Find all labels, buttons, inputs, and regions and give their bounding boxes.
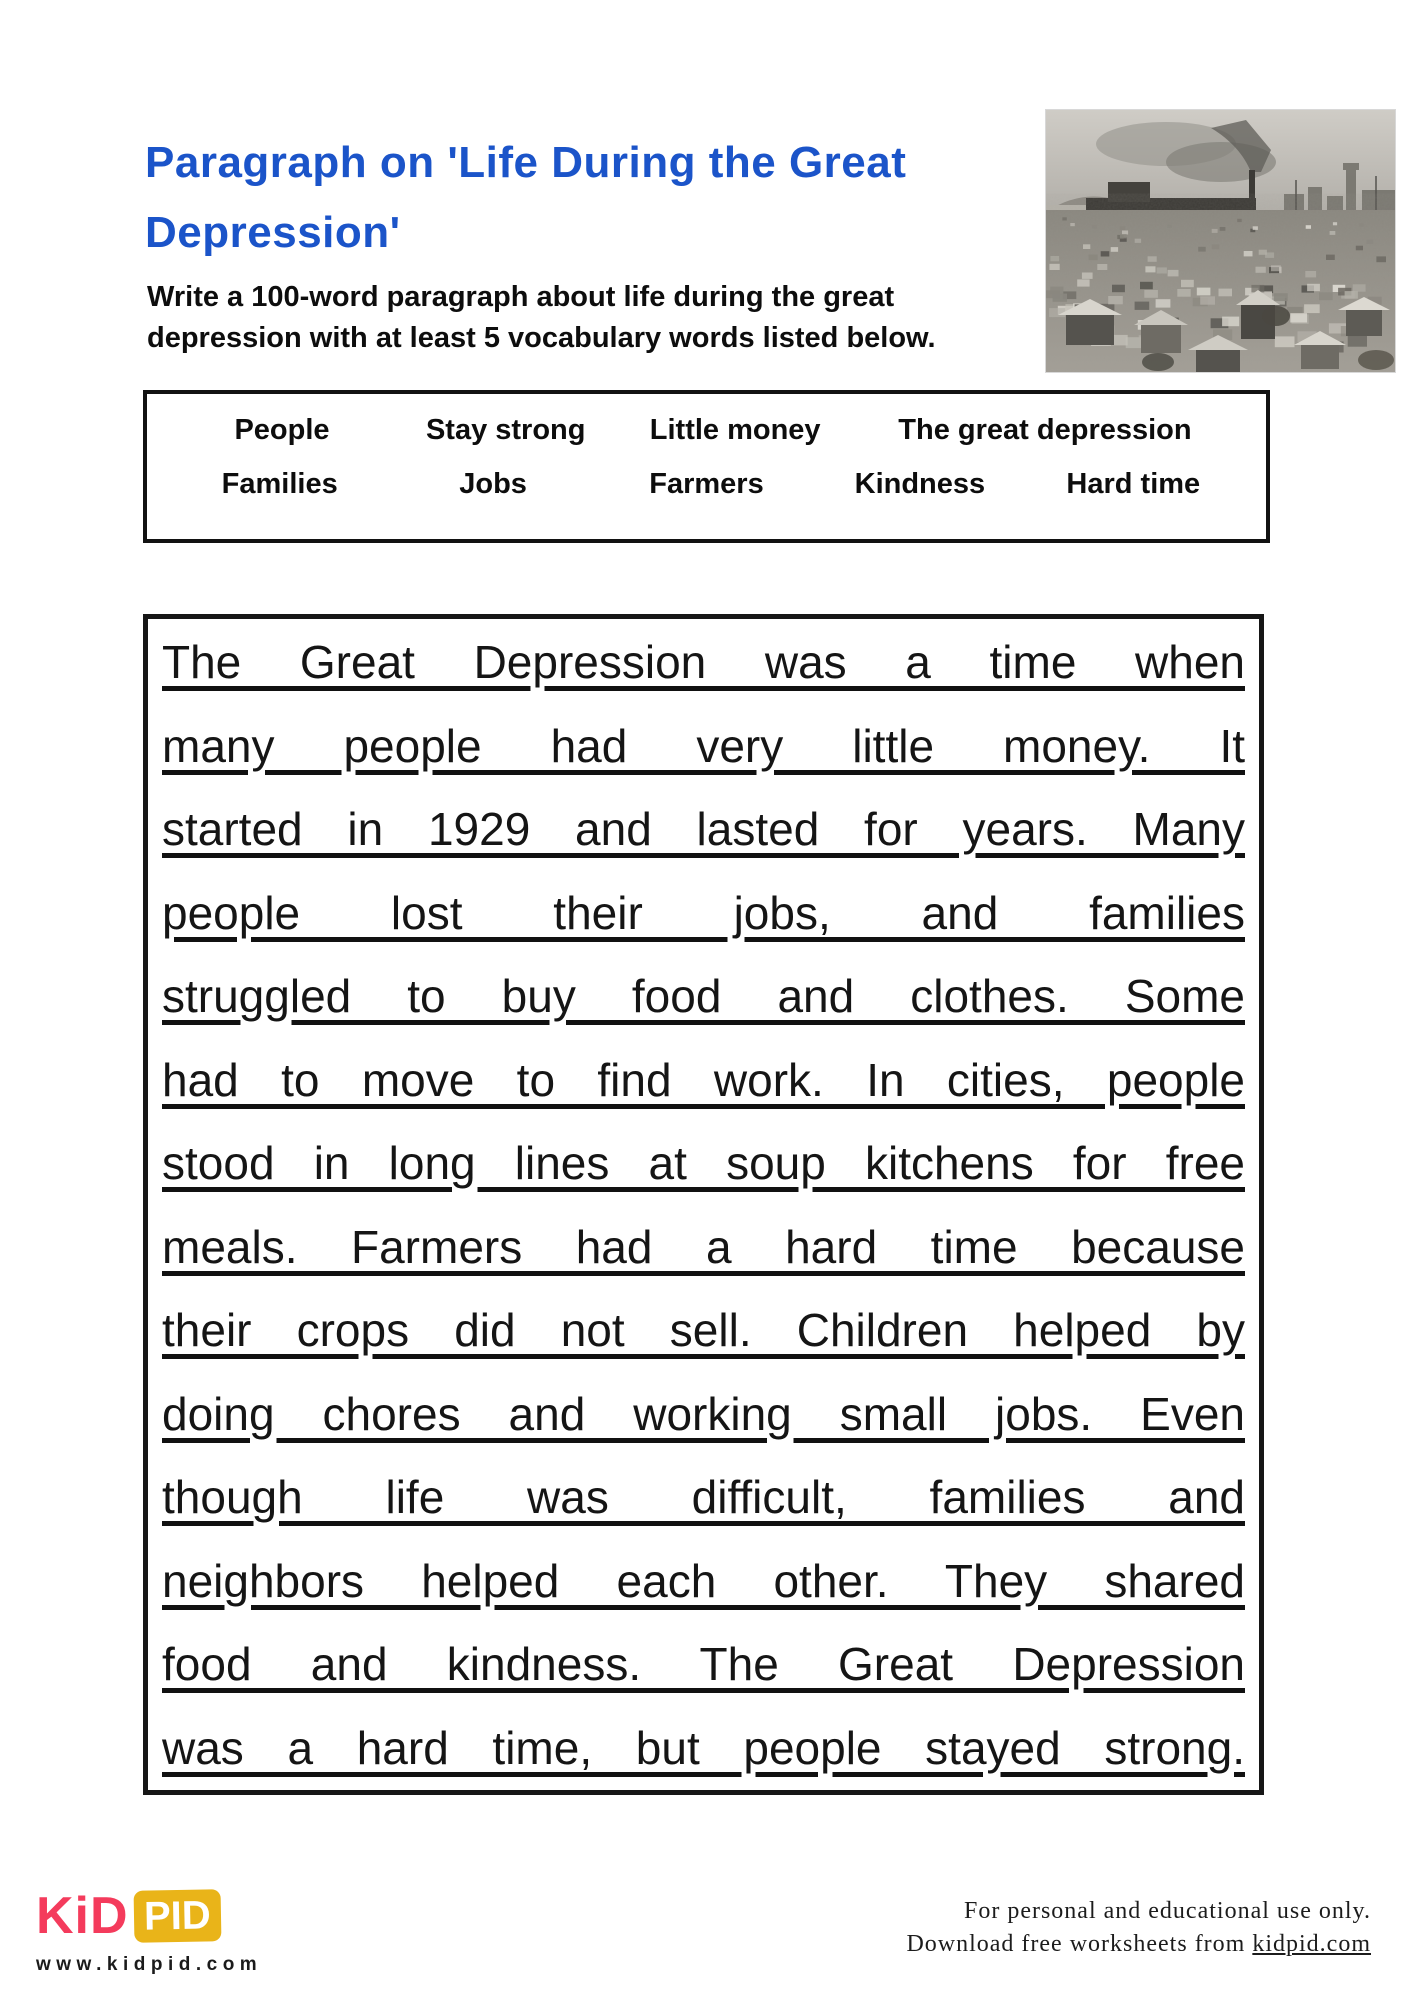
vocab-word: Hard time <box>1066 468 1201 500</box>
instructions-line2: depression with at least 5 vocabulary words listed below. <box>147 322 936 354</box>
hooverville-illustration <box>1046 110 1395 372</box>
logo-pid-badge: PID <box>133 1889 221 1943</box>
usage-line2-text: Download free worksheets from <box>906 1931 1253 1957</box>
usage-line1: For personal and educational use only. <box>963 1898 1371 1924</box>
vocab-word: The great depression <box>898 414 1192 446</box>
kidpid-logo <box>36 1886 262 1976</box>
page-title-line2: Depression' <box>145 208 401 257</box>
paragraph-line: meals. Farmers had a hard time because <box>162 1220 1245 1273</box>
instructions-line1: Write a 100-word paragraph about life during the great <box>147 281 895 313</box>
kidpid-logo-row <box>36 1886 262 1946</box>
paragraph-line: their crops did not sell. Children helped by <box>162 1304 1245 1356</box>
paragraph-line: neighbors helped each other. They shared <box>162 1554 1245 1607</box>
usage-line2 <box>906 1928 1371 1961</box>
paragraph-line: though life was difficult, families and <box>162 1471 1245 1523</box>
vocab-word: Little money <box>649 414 821 446</box>
vocab-row-1 <box>173 414 1240 447</box>
vocab-word: Kindness <box>854 468 986 500</box>
page-title-line1: Paragraph on 'Life During the Great <box>145 138 907 187</box>
paragraph-writing-box <box>143 614 1264 1795</box>
vocab-row-2 <box>173 468 1240 501</box>
kidpid-link[interactable]: kidpid.com <box>1252 1931 1371 1957</box>
vocab-word: Jobs <box>459 468 527 500</box>
paragraph-line: had to move to find work. In cities, people <box>162 1053 1245 1106</box>
website-url: www.kidpid.com <box>36 1954 263 1975</box>
paragraph-line: people lost their jobs, and families <box>162 886 1245 939</box>
paragraph-line: struggled to buy food and clothes. Some <box>162 970 1245 1022</box>
paragraph-line: The Great Depression was a time when <box>162 636 1245 688</box>
logo-kid-text: KiD <box>36 1887 129 1945</box>
paragraph-line: many people had very little money. It <box>162 719 1245 772</box>
paragraph-line: food and kindness. The Great Depression <box>162 1638 1245 1690</box>
great-depression-photo <box>1046 110 1395 372</box>
paragraph-line: was a hard time, but people stayed strong. <box>162 1721 1245 1774</box>
usage-note <box>906 1895 1371 1961</box>
vocab-word: Stay strong <box>425 414 586 446</box>
vocab-word: Families <box>221 468 338 500</box>
paragraph-line: doing chores and working small jobs. Even <box>162 1387 1245 1440</box>
page-title <box>145 128 1045 268</box>
vocab-word: People <box>234 414 330 446</box>
vocabulary-word-bank <box>143 390 1270 543</box>
paragraph-line: started in 1929 and lasted for years. Many <box>162 803 1245 855</box>
paragraph-line: stood in long lines at soup kitchens for free <box>162 1137 1245 1189</box>
vocab-word: Farmers <box>649 468 764 500</box>
instructions <box>147 277 1047 359</box>
